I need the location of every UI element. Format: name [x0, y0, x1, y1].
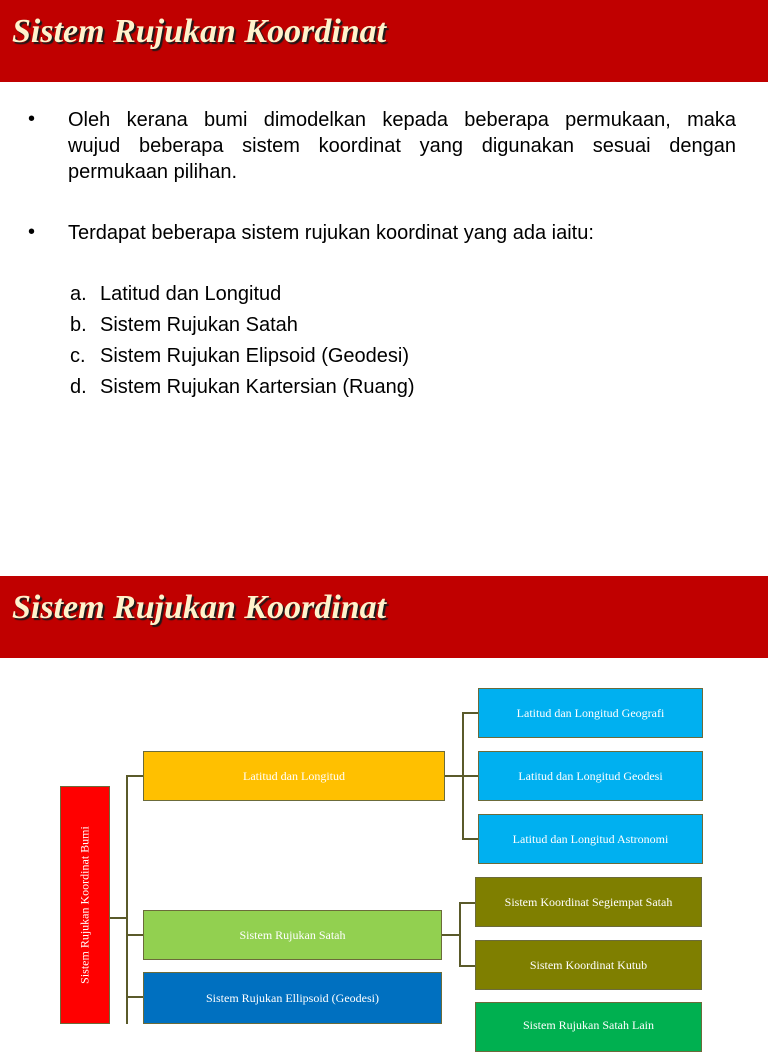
connector-line: [462, 838, 478, 840]
node-sistem-rujukan-satah: Sistem Rujukan Satah: [143, 910, 442, 960]
node-latitud-longitud: Latitud dan Longitud: [143, 751, 445, 801]
connector-line: [459, 902, 475, 904]
list-item-text: Latitud dan Longitud: [100, 283, 282, 305]
list-item: [70, 345, 409, 368]
list-item: [70, 314, 298, 337]
title-bar: [0, 576, 768, 658]
bullet-marker: •: [28, 221, 36, 243]
list-item-text: Sistem Rujukan Kartersian (Ruang): [100, 376, 415, 398]
slide-title: Sistem Rujukan Koordinat: [12, 13, 387, 50]
node-latlong-geografi: Latitud dan Longitud Geografi: [478, 688, 703, 738]
bullet-paragraph-1: [68, 107, 736, 185]
slide-title: Sistem Rujukan Koordinat: [12, 589, 387, 626]
node-latlong-astronomi: Latitud dan Longitud Astronomi: [478, 814, 703, 864]
bullet-paragraph-2: [68, 220, 736, 246]
root-node-label: Sistem Rujukan Koordinat Bumi: [77, 826, 92, 984]
list-item: [70, 283, 281, 306]
list-item-text: Sistem Rujukan Elipsoid (Geodesi): [100, 345, 410, 367]
list-item-letter: b.: [70, 314, 87, 336]
node-koordinat-segiempat-satah: Sistem Koordinat Segiempat Satah: [475, 877, 702, 927]
connector-line: [126, 934, 143, 936]
connector-line: [459, 965, 475, 967]
connector-line: [126, 775, 128, 1024]
node-sistem-rujukan-ellipsoid: Sistem Rujukan Ellipsoid (Geodesi): [143, 972, 442, 1024]
connector-line: [459, 902, 461, 966]
list-item-letter: d.: [70, 376, 87, 398]
list-item: [70, 376, 415, 399]
connector-line: [462, 712, 464, 839]
bullet-line: permukaan pilihan.: [68, 161, 237, 183]
connector-line: [126, 996, 143, 998]
connector-line: [442, 934, 460, 936]
list-item-text: Sistem Rujukan Satah: [100, 314, 298, 336]
connector-line: [462, 712, 478, 714]
slide-2: [0, 576, 768, 1032]
bullet-line: Terdapat beberapa sistem rujukan koordinat yang ada iaitu:: [68, 222, 594, 244]
connector-line: [110, 917, 126, 919]
bullet-line: Oleh kerana bumi dimodelkan kepada beberapa permukaan, maka: [68, 109, 736, 131]
node-koordinat-kutub: Sistem Koordinat Kutub: [475, 940, 702, 990]
node-satah-lain-partial: Sistem Rujukan Satah Lain: [475, 1002, 702, 1052]
bullet-line: wujud beberapa sistem koordinat yang digunakan sesuai dengan: [68, 135, 736, 157]
root-node: [60, 786, 110, 1024]
title-bar: [0, 0, 768, 82]
node-latlong-geodesi: Latitud dan Longitud Geodesi: [478, 751, 703, 801]
list-item-letter: c.: [70, 345, 86, 367]
connector-line: [126, 775, 143, 777]
list-item-letter: a.: [70, 283, 87, 305]
bullet-marker: •: [28, 108, 36, 130]
